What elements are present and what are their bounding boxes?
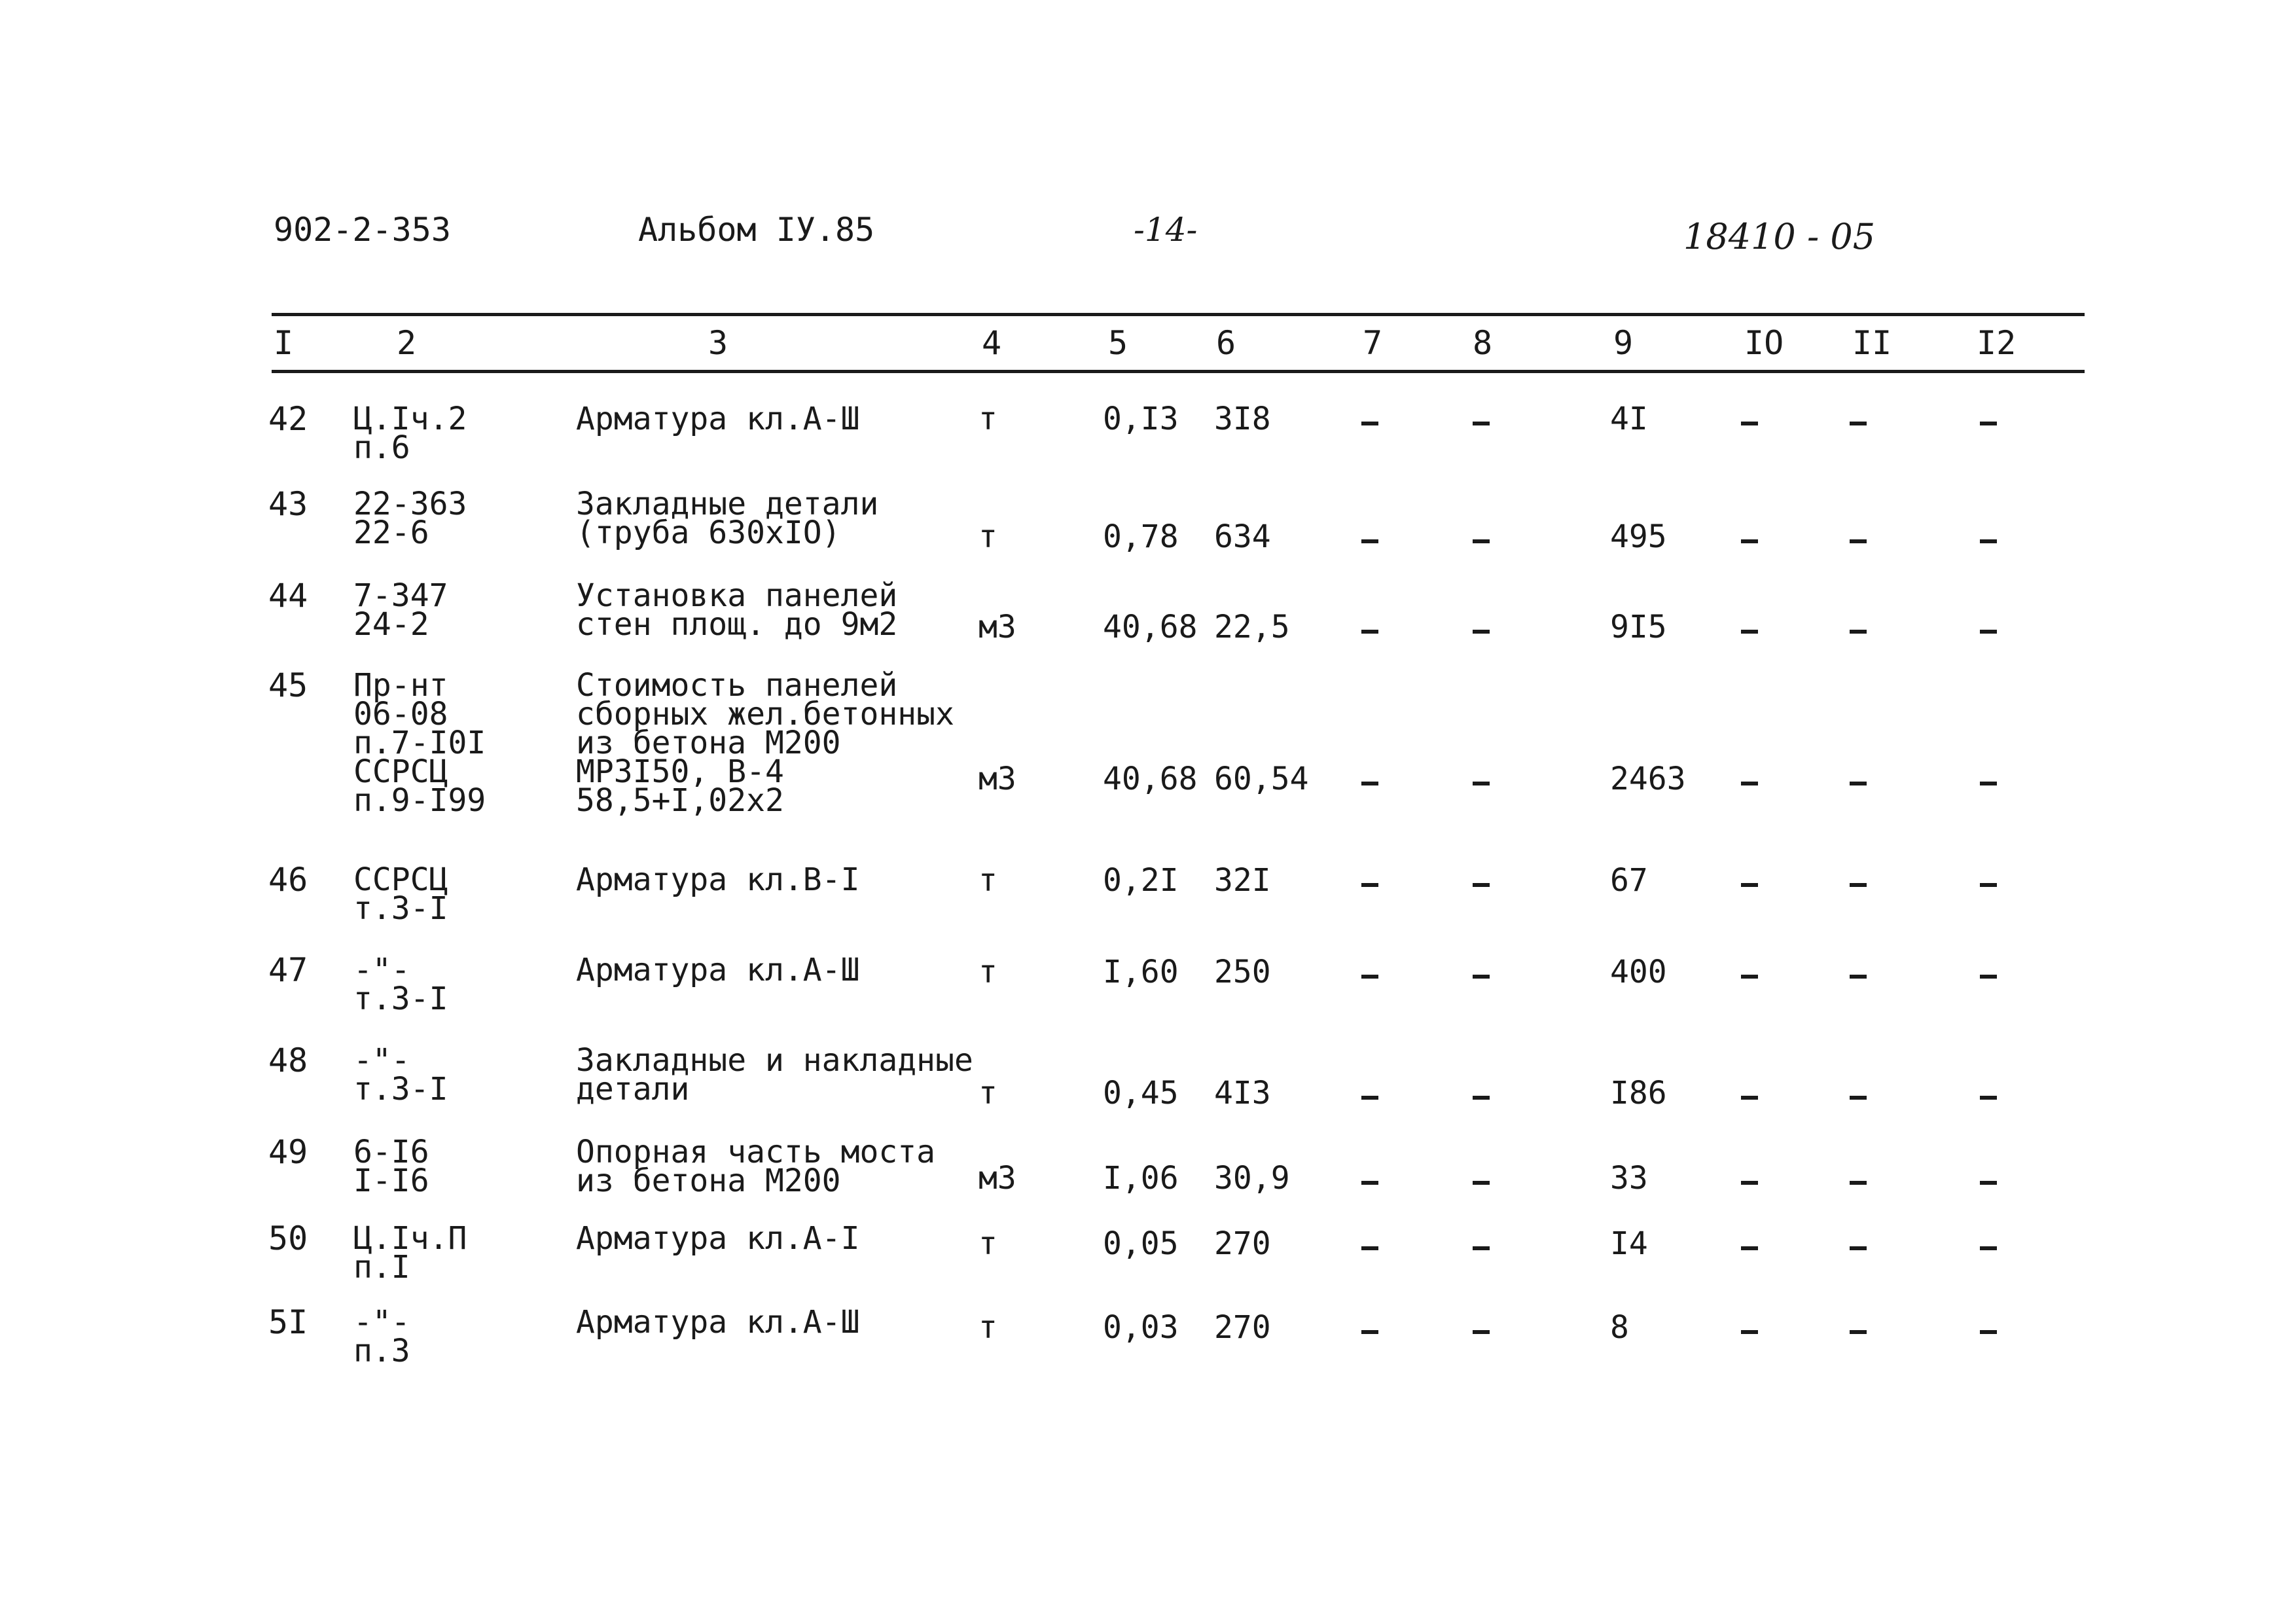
row-3-total: 9I5 — [1610, 609, 1667, 645]
row-9-price: 270 — [1214, 1225, 1271, 1262]
row-6-c7-dash — [1361, 975, 1378, 979]
row-2-ref: 22-363 22-6 — [353, 486, 467, 551]
row-7-no: 48 — [268, 1041, 308, 1079]
row-5-c10-dash — [1741, 883, 1758, 887]
row-1-c8-dash — [1473, 422, 1490, 425]
row-7-c8-dash — [1473, 1096, 1490, 1100]
row-6-name: Арматура кл.А-Ш — [576, 952, 860, 988]
column-number-6: 6 — [1216, 324, 1236, 362]
row-3-c8-dash — [1473, 630, 1490, 634]
row-2-c12-dash — [1980, 539, 1997, 543]
row-7-ref: -"- т.3-I — [353, 1042, 448, 1108]
row-6-unit: т — [978, 954, 997, 990]
row-10-name: Арматура кл.А-Ш — [576, 1304, 860, 1341]
row-8-total: 33 — [1610, 1160, 1648, 1197]
row-8-c12-dash — [1980, 1181, 1997, 1185]
row-4-c11-dash — [1850, 782, 1867, 785]
row-10-unit: т — [978, 1309, 997, 1346]
row-3-c11-dash — [1850, 630, 1867, 634]
row-8-c11-dash — [1850, 1181, 1867, 1185]
row-6-c8-dash — [1473, 975, 1490, 979]
row-10-c10-dash — [1741, 1330, 1758, 1334]
row-4-c7-dash — [1361, 782, 1378, 785]
row-2-total: 495 — [1610, 518, 1667, 555]
row-7-c11-dash — [1850, 1096, 1867, 1100]
row-7-c12-dash — [1980, 1096, 1997, 1100]
row-5-no: 46 — [268, 861, 308, 899]
column-number-8: 8 — [1473, 324, 1493, 362]
row-2-unit: т — [978, 518, 997, 555]
album-title: Альбом IУ.85 — [638, 211, 875, 249]
row-9-c10-dash — [1741, 1246, 1758, 1250]
row-10-ref: -"- п.3 — [353, 1304, 410, 1369]
row-1-ref: Ц.Iч.2 п.6 — [353, 401, 467, 466]
row-8-c7-dash — [1361, 1181, 1378, 1185]
row-6-qty: I,60 — [1103, 954, 1179, 990]
row-1-price: 3I8 — [1214, 401, 1271, 437]
row-1-c7-dash — [1361, 422, 1378, 425]
row-3-qty: 40,68 — [1103, 609, 1198, 645]
row-10-no: 5I — [268, 1303, 308, 1341]
row-8-name: Опорная часть моста из бетона М200 — [576, 1134, 936, 1199]
row-6-c11-dash — [1850, 975, 1867, 979]
row-5-c8-dash — [1473, 883, 1490, 887]
row-9-no: 50 — [268, 1219, 308, 1257]
row-8-price: 30,9 — [1214, 1160, 1290, 1197]
column-number-3: 3 — [708, 324, 728, 362]
row-1-name: Арматура кл.А-Ш — [576, 401, 860, 437]
row-3-c10-dash — [1741, 630, 1758, 634]
row-1-total: 4I — [1610, 401, 1648, 437]
column-number-12: I2 — [1977, 324, 2017, 362]
row-10-c12-dash — [1980, 1330, 1997, 1334]
row-9-c8-dash — [1473, 1246, 1490, 1250]
row-8-ref: 6-I6 I-I6 — [353, 1134, 429, 1199]
row-4-c12-dash — [1980, 782, 1997, 785]
column-number-2: 2 — [397, 324, 417, 362]
row-9-c7-dash — [1361, 1246, 1378, 1250]
row-4-name: Стоимость панелей сборных жел.бетонных из бетона М200 МРЗI50, В-4 58,5+I,02х2 — [576, 667, 954, 819]
column-number-5: 5 — [1108, 324, 1128, 362]
row-9-name: Арматура кл.А-I — [576, 1220, 860, 1257]
row-4-no: 45 — [268, 666, 308, 704]
table-header-rule — [272, 370, 2085, 373]
row-5-c7-dash — [1361, 883, 1378, 887]
row-2-no: 43 — [268, 485, 308, 523]
row-7-name: Закладные и накладные детали — [576, 1042, 973, 1108]
row-7-qty: 0,45 — [1103, 1075, 1179, 1111]
row-6-total: 400 — [1610, 954, 1667, 990]
row-8-no: 49 — [268, 1133, 308, 1171]
row-4-c8-dash — [1473, 782, 1490, 785]
page-number: -14- — [1134, 211, 1198, 249]
row-3-price: 22,5 — [1214, 609, 1290, 645]
row-10-qty: 0,03 — [1103, 1309, 1179, 1346]
row-8-c10-dash — [1741, 1181, 1758, 1185]
row-7-price: 4I3 — [1214, 1075, 1271, 1111]
row-1-unit: т — [978, 401, 997, 437]
row-10-c8-dash — [1473, 1330, 1490, 1334]
row-1-no: 42 — [268, 400, 308, 438]
row-1-qty: 0,I3 — [1103, 401, 1179, 437]
row-5-price: 32I — [1214, 862, 1271, 899]
row-1-c12-dash — [1980, 422, 1997, 425]
row-10-c7-dash — [1361, 1330, 1378, 1334]
row-1-c11-dash — [1850, 422, 1867, 425]
row-5-qty: 0,2I — [1103, 862, 1179, 899]
row-9-total: I4 — [1610, 1225, 1648, 1262]
row-6-c12-dash — [1980, 975, 1997, 979]
row-5-c12-dash — [1980, 883, 1997, 887]
row-6-c10-dash — [1741, 975, 1758, 979]
row-4-total: 2463 — [1610, 761, 1686, 797]
row-1-c10-dash — [1741, 422, 1758, 425]
row-10-total: 8 — [1610, 1309, 1629, 1346]
row-4-qty: 40,68 — [1103, 761, 1198, 797]
row-10-c11-dash — [1850, 1330, 1867, 1334]
row-7-unit: т — [978, 1075, 997, 1111]
row-5-c11-dash — [1850, 883, 1867, 887]
row-8-unit: м3 — [978, 1160, 1016, 1197]
row-4-unit: м3 — [978, 761, 1016, 797]
table-top-rule — [272, 313, 2085, 316]
document-number: 18410 - 05 — [1683, 216, 1876, 257]
row-5-unit: т — [978, 862, 997, 899]
row-4-c10-dash — [1741, 782, 1758, 785]
document-code: 902-2-353 — [274, 211, 451, 249]
row-2-c10-dash — [1741, 539, 1758, 543]
row-9-c12-dash — [1980, 1246, 1997, 1250]
column-number-10: IO — [1744, 324, 1784, 362]
row-3-no: 44 — [268, 577, 308, 615]
row-3-c7-dash — [1361, 630, 1378, 634]
row-9-ref: Ц.Iч.П п.I — [353, 1220, 467, 1286]
row-2-qty: 0,78 — [1103, 518, 1179, 555]
row-3-unit: м3 — [978, 609, 1016, 645]
row-7-c7-dash — [1361, 1096, 1378, 1100]
row-6-no: 47 — [268, 951, 308, 989]
row-9-unit: т — [978, 1225, 997, 1262]
row-2-c11-dash — [1850, 539, 1867, 543]
row-3-ref: 7-347 24-2 — [353, 577, 448, 643]
row-4-ref: Пр-нт 06-08 п.7-I0I ССРСЦ п.9-I99 — [353, 667, 486, 819]
column-number-4: 4 — [982, 324, 1002, 362]
row-9-qty: 0,05 — [1103, 1225, 1179, 1262]
row-7-total: I86 — [1610, 1075, 1667, 1111]
row-2-c7-dash — [1361, 539, 1378, 543]
row-10-price: 270 — [1214, 1309, 1271, 1346]
column-number-11: II — [1852, 324, 1892, 362]
row-3-name: Установка панелей стен площ. до 9м2 — [576, 577, 898, 643]
column-number-7: 7 — [1363, 324, 1383, 362]
row-5-ref: ССРСЦ т.3-I — [353, 861, 448, 927]
row-5-total: 67 — [1610, 862, 1648, 899]
row-3-c12-dash — [1980, 630, 1997, 634]
row-8-qty: I,06 — [1103, 1160, 1179, 1197]
column-number-1: I — [274, 324, 294, 362]
row-4-price: 60,54 — [1214, 761, 1309, 797]
row-7-c10-dash — [1741, 1096, 1758, 1100]
row-2-name: Закладные детали (труба 630хIО) — [576, 486, 879, 551]
row-9-c11-dash — [1850, 1246, 1867, 1250]
column-number-9: 9 — [1613, 324, 1634, 362]
row-2-c8-dash — [1473, 539, 1490, 543]
row-6-ref: -"- т.3-I — [353, 952, 448, 1017]
row-8-c8-dash — [1473, 1181, 1490, 1185]
row-2-price: 634 — [1214, 518, 1271, 555]
row-6-price: 250 — [1214, 954, 1271, 990]
row-5-name: Арматура кл.В-I — [576, 861, 860, 898]
